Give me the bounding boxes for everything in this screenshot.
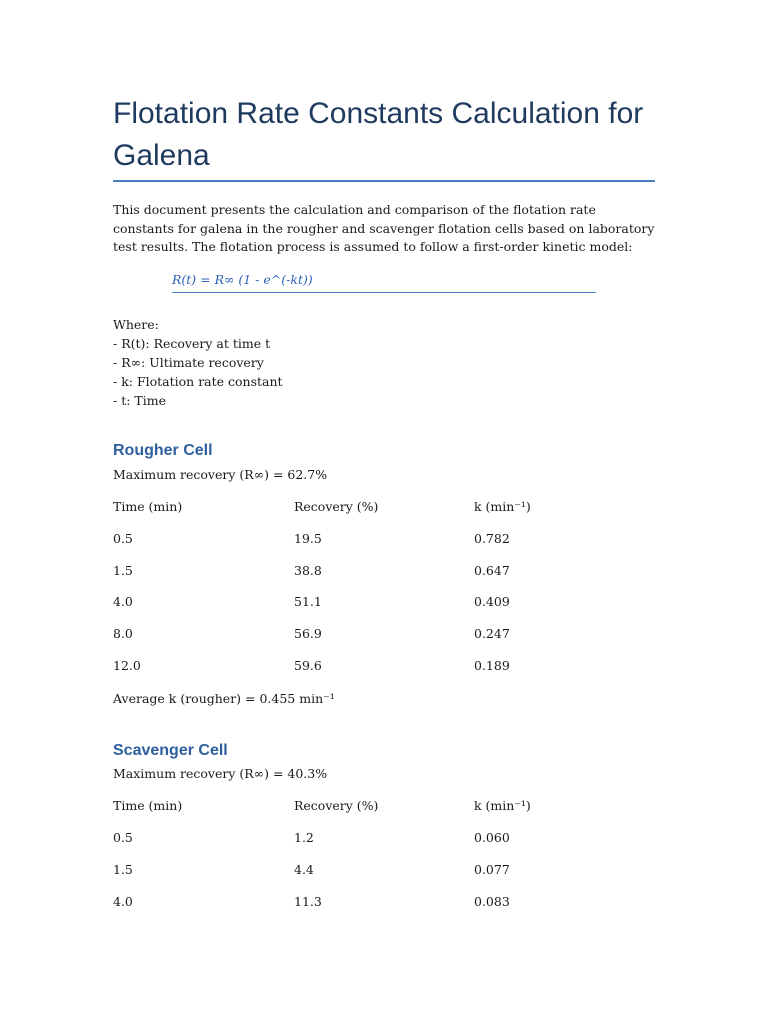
definition-item: - R(t): Recovery at time t [113,336,271,351]
cell-time: 0.5 [113,830,133,845]
cell-k: 0.189 [474,658,510,673]
cell-time: 4.0 [113,894,133,909]
cell-time: 4.0 [113,594,133,609]
header-time: Time (min) [113,499,183,514]
table-row [113,561,655,581]
table-row [113,860,655,880]
cell-time: 8.0 [113,626,133,641]
definition-item: - t: Time [113,393,166,408]
cell-time: 1.5 [113,563,133,578]
rougher-average-k: Average k (rougher) = 0.455 min⁻¹ [113,691,335,706]
cell-recovery: 1.2 [294,830,314,845]
intro-paragraph: This document presents the calculation and comparison of the flotation rate constants for galena in the rougher and scavenger flotation cells based on laboratory test results. The flotation process is assumed to follow a first-order kinetic model: [113,202,655,254]
scavenger-max-recovery: Maximum recovery (R∞) = 40.3% [113,766,328,781]
cell-recovery: 19.5 [294,531,322,546]
table-header-row [113,497,655,517]
definition-item: - R∞: Ultimate recovery [113,355,264,370]
header-time: Time (min) [113,798,183,813]
rougher-section-title: Rougher Cell [113,442,213,459]
cell-recovery: 59.6 [294,658,322,673]
cell-recovery: 38.8 [294,563,322,578]
table-row [113,529,655,549]
definition-item: - k: Flotation rate constant [113,374,283,389]
document-title: Flotation Rate Constants Calculation for Galena [113,97,644,172]
variable-definitions [113,315,655,410]
cell-k: 0.077 [474,862,510,877]
table-row [113,892,655,912]
cell-k: 0.083 [474,894,510,909]
cell-recovery: 56.9 [294,626,322,641]
rougher-max-recovery: Maximum recovery (R∞) = 62.7% [113,467,328,482]
table-header-row [113,796,655,816]
kinetic-formula: R(t) = R∞ (1 - e^(-kt)) [172,271,596,293]
title-divider [113,180,655,182]
table-row [113,624,655,644]
header-rate-constant: k (min⁻¹) [474,499,531,514]
scavenger-section-title: Scavenger Cell [113,742,228,759]
table-row [113,656,655,676]
cell-recovery: 4.4 [294,862,314,877]
where-heading: Where: [113,317,159,332]
cell-time: 1.5 [113,862,133,877]
cell-k: 0.247 [474,626,510,641]
cell-recovery: 51.1 [294,594,322,609]
cell-k: 0.647 [474,563,510,578]
table-row [113,828,655,848]
table-row [113,592,655,612]
cell-time: 12.0 [113,658,141,673]
header-rate-constant: k (min⁻¹) [474,798,531,813]
header-recovery: Recovery (%) [294,499,379,514]
cell-k: 0.060 [474,830,510,845]
cell-time: 0.5 [113,531,133,546]
cell-recovery: 11.3 [294,894,322,909]
header-recovery: Recovery (%) [294,798,379,813]
cell-k: 0.409 [474,594,510,609]
cell-k: 0.782 [474,531,510,546]
